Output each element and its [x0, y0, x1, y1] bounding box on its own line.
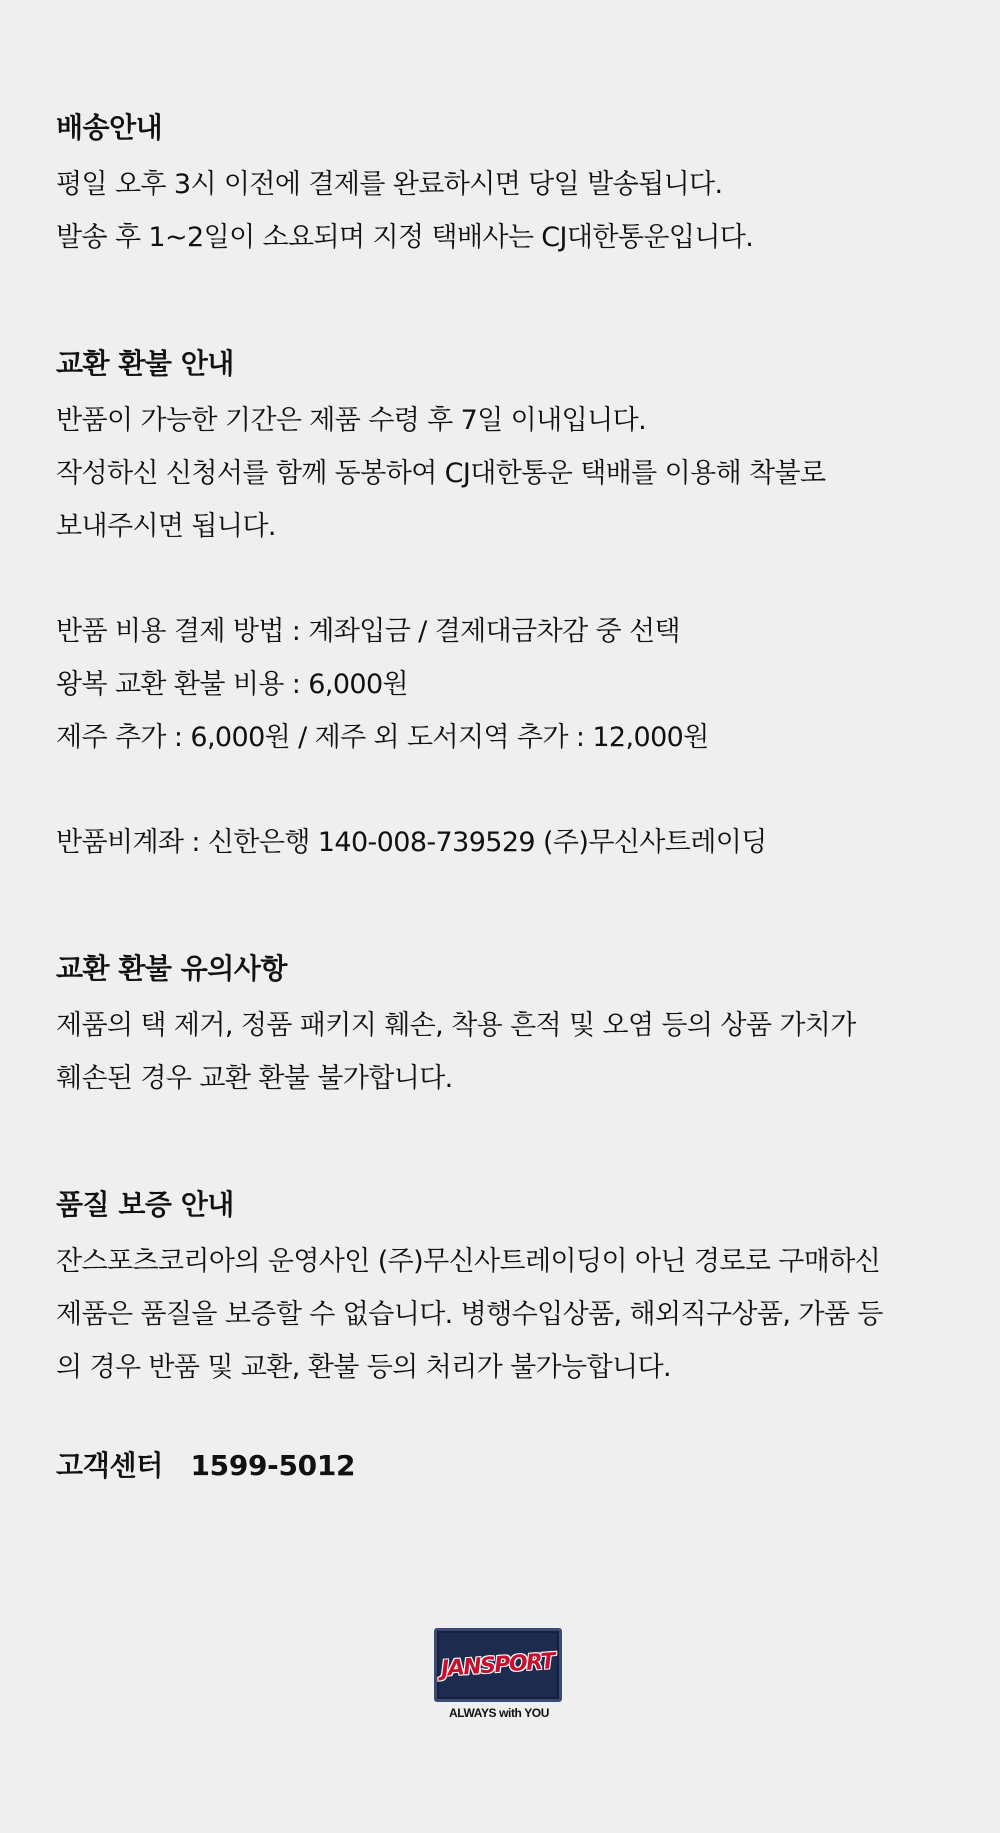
exchange-fee-line: 반품 비용 결제 방법 : 계좌입금 / 결제대금차감 중 선택 [56, 616, 680, 647]
exchange-section [56, 344, 956, 869]
logo-tagline: ALWAYS with YOU [448, 1706, 550, 1720]
brand-logo [434, 1628, 564, 1720]
warranty-section [56, 1185, 956, 1394]
exchange-line: 보내주시면 됩니다. [56, 511, 276, 542]
shipping-line: 발송 후 1~2일이 소요되며 지정 택배사는 CJ대한통운입니다. [56, 222, 754, 253]
customer-center [56, 1446, 956, 1486]
shipping-line: 평일 오후 3시 이전에 결제를 완료하시면 당일 발송됩니다. [56, 169, 723, 200]
caution-section [56, 949, 956, 1105]
shipping-info-content [56, 108, 956, 1486]
shipping-section [56, 108, 956, 264]
exchange-title: 교환 환불 안내 [56, 347, 234, 380]
warranty-line: 제품은 품질을 보증할 수 없습니다. 병행수입상품, 해외직구상품, 가품 등 [56, 1299, 883, 1330]
caution-line: 제품의 택 제거, 정품 패키지 훼손, 착용 흔적 및 오염 등의 상품 가치가 [56, 1010, 856, 1041]
caution-line: 훼손된 경우 교환 환불 불가합니다. [56, 1063, 453, 1094]
caution-title: 교환 환불 유의사항 [56, 952, 287, 985]
warranty-title: 품질 보증 안내 [56, 1188, 234, 1221]
exchange-line: 작성하신 신청서를 함께 동봉하여 CJ대한통운 택배를 이용해 착불로 [56, 458, 826, 489]
exchange-line: 반품이 가능한 기간은 제품 수령 후 7일 이내입니다. [56, 405, 647, 436]
customer-center-label: 고객센터 [56, 1449, 163, 1482]
customer-center-phone[interactable]: 1599-5012 [190, 1449, 356, 1482]
exchange-fee-line: 왕복 교환 환불 비용 : 6,000원 [56, 669, 409, 700]
warranty-line: 잔스포츠코리아의 운영사인 (주)무신사트레이딩이 아닌 경로로 구매하신 [56, 1246, 881, 1277]
logo-patch [434, 1628, 562, 1702]
return-account-line: 반품비계좌 : 신한은행 140-008-739529 (주)무신사트레이딩 [56, 827, 767, 858]
logo-brand-text: JANSPORT [440, 1648, 556, 1682]
shipping-title: 배송안내 [56, 111, 163, 144]
exchange-fee-line: 제주 추가 : 6,000원 / 제주 외 도서지역 추가 : 12,000원 [56, 722, 709, 753]
warranty-line: 의 경우 반품 및 교환, 환불 등의 처리가 불가능합니다. [56, 1352, 671, 1383]
